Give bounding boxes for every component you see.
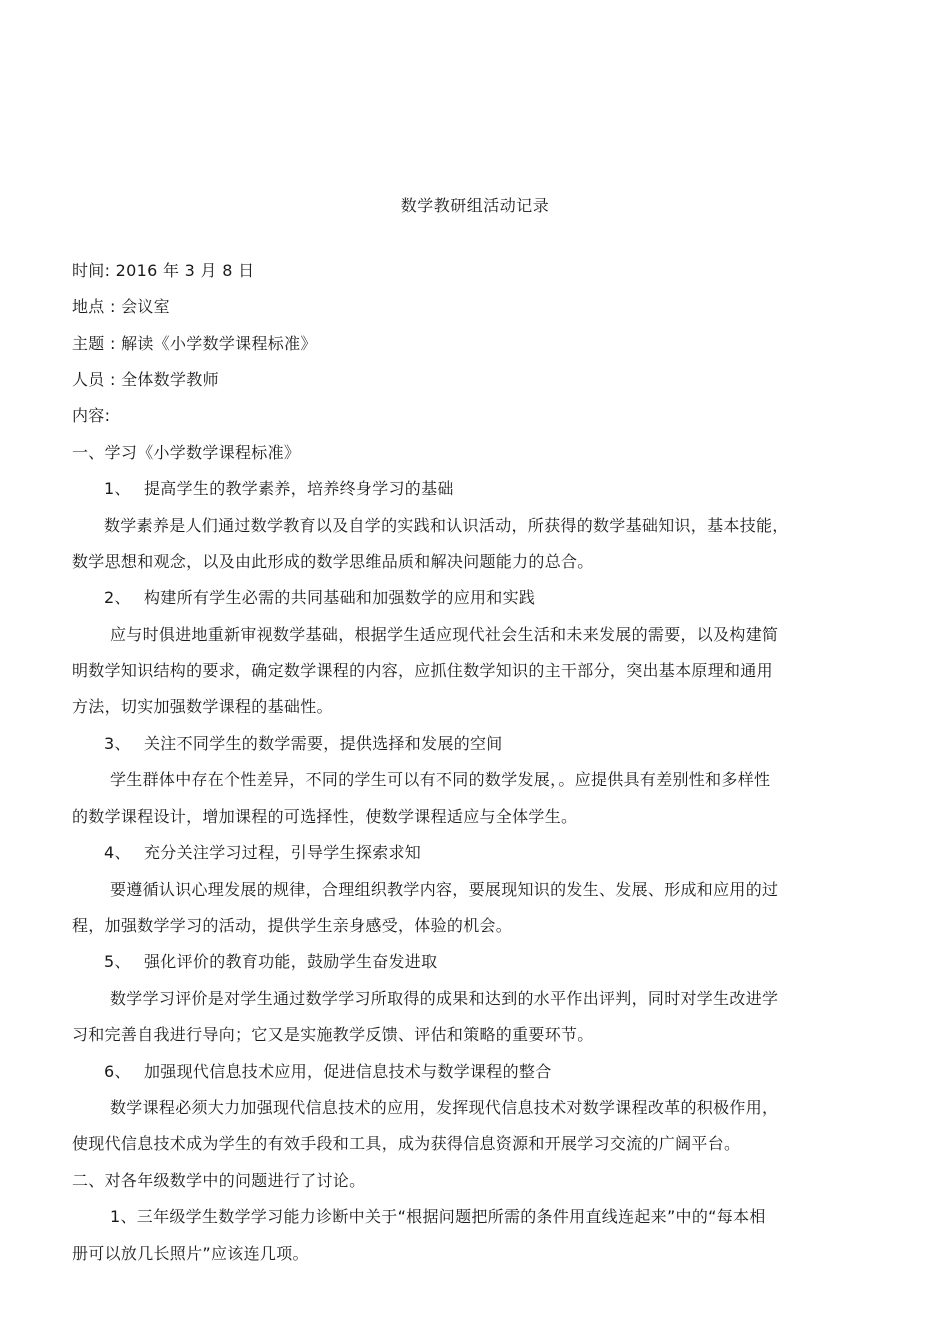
item-number: 2、 — [104, 588, 131, 607]
item-2-title-row — [104, 588, 535, 608]
meta-topic: 主题 : 解读《小学数学课程标准》 — [72, 334, 317, 353]
item-3-body-line: 的数学课程设计，增加课程的可选择性，使数学课程适应与全体学生。 — [72, 807, 578, 826]
item-4-title-row — [104, 843, 421, 863]
item-5-title-row — [104, 952, 437, 972]
item-2-body-line: 明数学知识结构的要求，确定数学课程的内容，应抓住数学知识的主干部分，突出基本原理和通用 — [72, 661, 773, 680]
item-1-body-line: 数学思想和观念，以及由此形成的数学思维品质和解决问题能力的总合。 — [72, 552, 594, 571]
meta-content-label: 内容: — [72, 406, 111, 425]
item-title: 关注不同学生的数学需要，提供选择和发展的空间 — [144, 734, 503, 753]
item-1-title-row — [104, 479, 454, 499]
document-title: 数学教研组活动记录 — [400, 196, 550, 215]
item-number: 6、 — [104, 1062, 131, 1081]
section-2-body-line: 1、三年级学生数学学习能力诊断中关于“根据问题把所需的条件用直线连起来”中的“每本相 — [110, 1207, 766, 1226]
item-3-title-row — [104, 734, 503, 754]
item-number: 3、 — [104, 734, 131, 753]
item-number: 4、 — [104, 843, 131, 862]
item-3-body-line: 学生群体中存在个性差异，不同的学生可以有不同的数学发展，。应提供具有差别性和多样性 — [110, 770, 771, 789]
item-5-body-line: 数学学习评价是对学生通过数学学习所取得的成果和达到的水平作出评判，同时对学生改进学 — [110, 989, 779, 1008]
item-6-body-line: 数学课程必须大力加强现代信息技术的应用，发挥现代信息技术对数学课程改革的积极作用， — [110, 1098, 779, 1117]
section-2-heading: 二、对各年级数学中的问题进行了讨论。 — [72, 1171, 366, 1190]
item-number: 1、 — [104, 479, 131, 498]
item-2-body-line: 应与时俱进地重新审视数学基础，根据学生适应现代社会生活和未来发展的需要，以及构建简 — [110, 625, 779, 644]
item-5-body-line: 习和完善自我进行导向；它又是实施教学反馈、评估和策略的重要环节。 — [72, 1025, 594, 1044]
item-title: 强化评价的教育功能，鼓励学生奋发进取 — [144, 952, 438, 971]
item-title: 充分关注学习过程，引导学生探索求知 — [144, 843, 422, 862]
item-title: 提高学生的教学素养，培养终身学习的基础 — [144, 479, 454, 498]
item-4-body-line: 要遵循认识心理发展的规律，合理组织教学内容，要展现知识的发生、发展、形成和应用的过 — [110, 880, 779, 899]
meta-place: 地点 : 会议室 — [72, 297, 170, 316]
item-1-body-line: 数学素养是人们通过数学教育以及自学的实践和认识活动，所获得的数学基础知识，基本技能， — [104, 516, 789, 535]
item-number: 5、 — [104, 952, 131, 971]
section-1-heading: 一、学习《小学数学课程标准》 — [72, 443, 301, 462]
item-2-body-line: 方法，切实加强数学课程的基础性。 — [72, 697, 333, 716]
section-2-body-line: 册可以放几长照片”应该连几项。 — [72, 1244, 309, 1263]
item-6-body-line: 使现代信息技术成为学生的有效手段和工具，成为获得信息资源和开展学习交流的广阔平台。 — [72, 1134, 741, 1153]
meta-time: 时间: 2016 年 3 月 8 日 — [72, 261, 255, 280]
item-title: 构建所有学生必需的共同基础和加强数学的应用和实践 — [144, 588, 536, 607]
item-4-body-line: 程，加强数学学习的活动，提供学生亲身感受，体验的机会。 — [72, 916, 513, 935]
item-6-title-row — [104, 1062, 552, 1082]
meta-people: 人员 : 全体数学教师 — [72, 370, 219, 389]
item-title: 加强现代信息技术应用，促进信息技术与数学课程的整合 — [144, 1062, 552, 1081]
